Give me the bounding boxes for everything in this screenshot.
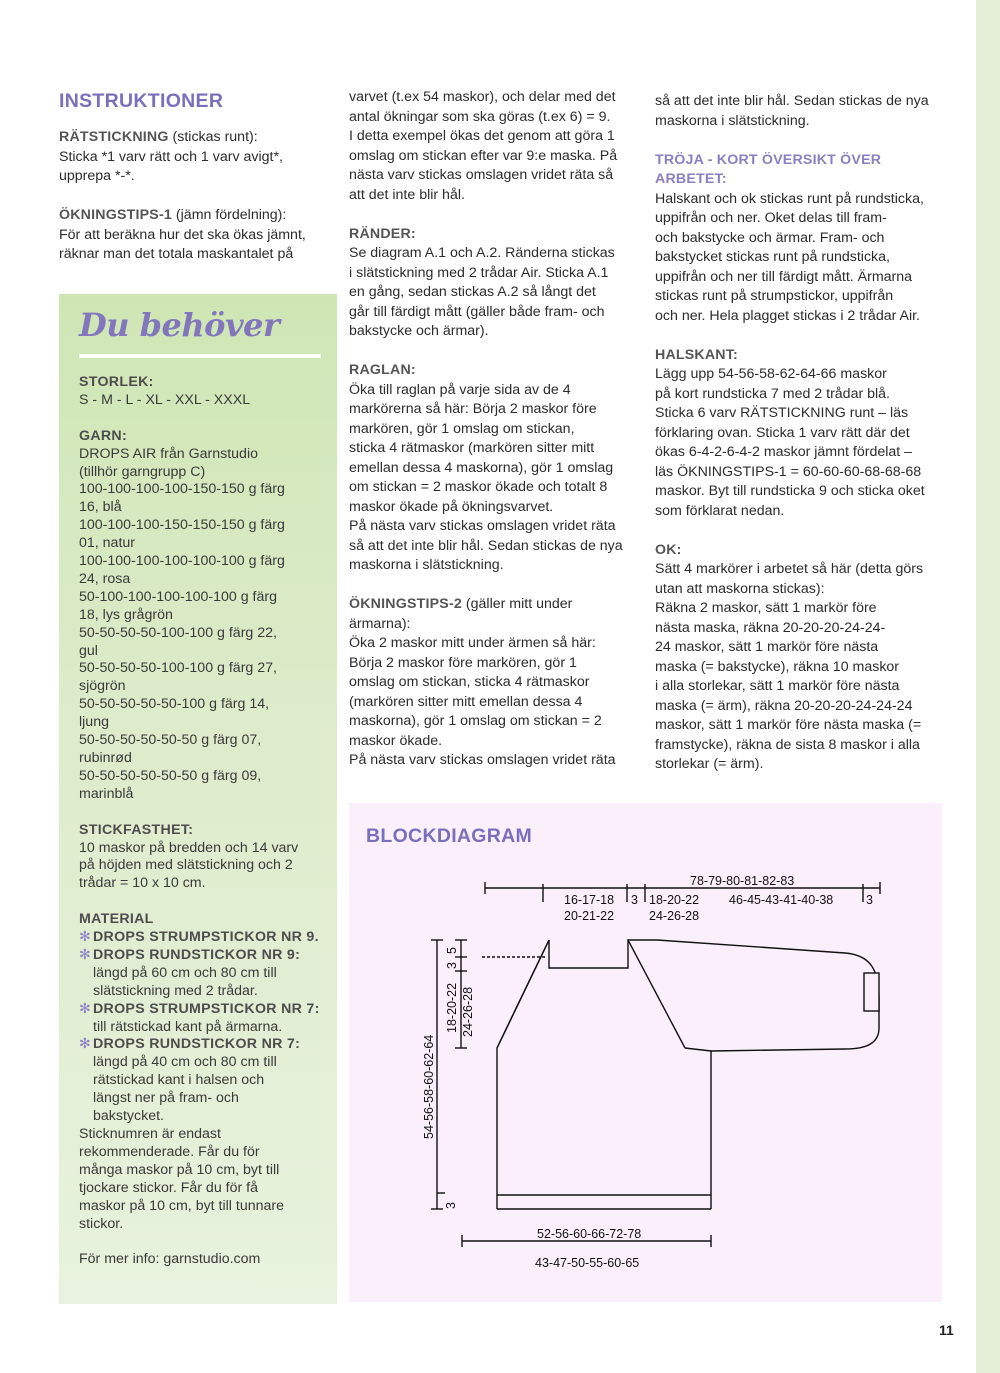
yoke-label-b: 24-26-28 xyxy=(461,986,475,1037)
text-line: Lägg upp 54-56-58-62-64-66 maskor xyxy=(655,366,887,382)
text-line: (markören sitter mitt emellan dessa 4 xyxy=(349,693,583,710)
text-line: uppifrån och ner. Oket delas till fram- xyxy=(655,210,887,226)
text-line: ärmarna): xyxy=(349,615,411,632)
text-line: markören, gör 1 omslag om stickan, xyxy=(349,420,575,437)
garn-line: 100-100-100-100-150-150 g färg xyxy=(79,481,285,498)
text-line: förklaring ovan. Sticka 1 varv rätt där det xyxy=(655,424,910,441)
note-line: tjockare stickor. Får du för få xyxy=(79,1179,258,1196)
text-line: läs ÖKNINGSTIPS-1 = 60-60-60-68-68-68 xyxy=(655,463,922,480)
sleeve-label: 46-45-43-41-40-38 xyxy=(729,893,834,907)
info-link: För mer info: garnstudio.com xyxy=(79,1251,261,1268)
column-1 xyxy=(59,128,329,265)
text-line: att det inte blir hål. xyxy=(349,186,465,203)
stickfasthet-line: trådar = 10 x 10 cm. xyxy=(79,875,206,892)
text-line: antal ökningar som ska göras (t.ex 6) = 9. xyxy=(349,108,611,125)
text-line: i alla storlekar, sätt 1 markör före nästa xyxy=(655,678,900,694)
text-line: så att det inte blir hål. Sedan stickas de nya xyxy=(655,93,929,109)
text-line: Sätt 4 markörer i arbetet så här (detta görs xyxy=(655,561,924,577)
garn-line: 18, lys grågrön xyxy=(79,606,173,623)
garn-line: DROPS AIR från Garnstudio xyxy=(79,445,258,462)
three-right-label: 3 xyxy=(866,893,873,907)
text-line: utan att maskorna stickas): xyxy=(655,580,825,597)
top-total-label: 78-79-80-81-82-83 xyxy=(690,874,795,888)
note-line: många maskor på 10 cm, byt till xyxy=(79,1161,280,1178)
diagram-title: BLOCKDIAGRAM xyxy=(366,825,533,847)
overview-heading: TRÖJA - KORT ÖVERSIKT ÖVER xyxy=(655,151,882,168)
text-line: uppifrån och ner till färdigt mått. Ärmarna xyxy=(655,268,913,285)
text-line: framstycke), räkna de sista 8 maskor i alla xyxy=(655,736,920,753)
yoke-label-a: 18-20-22 xyxy=(445,982,459,1033)
text-line: Räkna 2 maskor, sätt 1 markör före xyxy=(655,600,877,616)
text-line: nästa maska, räkna 20-20-20-24-24- xyxy=(655,619,886,636)
ratstickning-heading: RÄTSTICKNING (stickas runt): xyxy=(59,129,258,145)
text-line: För att beräkna hur det ska ökas jämnt, xyxy=(59,226,306,243)
column-3 xyxy=(655,92,945,775)
note-line: Sticknumren är endast xyxy=(79,1126,221,1143)
garn-line: 50-50-50-50-50-50 g färg 07, xyxy=(79,732,262,749)
garn-line: gul xyxy=(79,642,98,659)
raglan-line xyxy=(497,940,549,1048)
garn-line: 50-50-50-50-50-100 g färg 14, xyxy=(79,696,270,713)
text-line: markörerna så här: Börja 2 maskor före xyxy=(349,401,597,417)
armpit-line xyxy=(685,1048,711,1051)
stickfasthet-heading: STICKFASTHET: xyxy=(79,821,194,838)
note-line: stickor. xyxy=(79,1215,124,1232)
bottom-3-label: 3 xyxy=(444,1202,458,1209)
text-line: maska (= ärm), räkna 20-20-20-24-24-24 xyxy=(655,697,913,714)
you-need-panel xyxy=(59,294,337,1304)
text-line: maskorna i slätstickning. xyxy=(655,112,810,129)
page-number: 11 xyxy=(939,1322,954,1338)
text-line: ökas 6-4-2-6-4-2 maskor jämnt fördelat – xyxy=(655,444,913,460)
material-heading: MATERIAL xyxy=(79,911,154,928)
sizes: S - M - L - XL - XXL - XXXL xyxy=(79,391,251,408)
edge-strip xyxy=(976,0,1000,1373)
material-item: ✻ DROPS STRUMPSTICKOR NR 9. xyxy=(79,929,319,946)
text-line: och bakstycke och ärmar. Fram- och xyxy=(655,229,885,246)
text-line: maskor, sätt 1 markör före nästa maska (= xyxy=(655,717,922,733)
text-line: maskor ökade. xyxy=(349,732,443,749)
text-line: varvet (t.ex 54 maskor), och delar med det xyxy=(349,89,616,105)
neck-label-b: 20-21-22 xyxy=(564,909,615,923)
snowflake-icon: ✻ xyxy=(79,929,91,946)
text-line: sticka 4 rätmaskor (markören sitter mitt xyxy=(349,440,595,456)
okningstips2-heading: ÖKNINGSTIPS-2 (gäller mitt under xyxy=(349,596,573,612)
garn-line: marinblå xyxy=(79,785,134,802)
width-label-a: 52-56-60-66-72-78 xyxy=(537,1227,642,1241)
snowflake-icon: ✻ xyxy=(79,1000,91,1017)
raglan-line xyxy=(628,940,685,1048)
garn-line: 100-100-100-150-150-150 g färg xyxy=(79,517,285,534)
text-line: så att det inte blir hål. Sedan stickas de nya xyxy=(349,537,623,554)
blockdiagram-panel xyxy=(349,803,942,1302)
garn-line: 50-100-100-100-100-100 g färg xyxy=(79,588,277,605)
material-item: ✻ DROPS RUNDSTICKOR NR 7: längd på 40 cm och 80 cm till rätstickad kant i halsen och längst ner på fram- och bakstycket. xyxy=(79,1036,301,1125)
sweater-outline xyxy=(497,940,879,1195)
garn-line: ljung xyxy=(79,714,109,731)
text-line: På nästa varv stickas omslagen vridet räta xyxy=(349,518,616,534)
text-line: Se diagram A.1 och A.2. Ränderna stickas xyxy=(349,245,615,261)
you-need-text xyxy=(79,374,324,1269)
rander-heading: RÄNDER: xyxy=(349,225,416,242)
ok-heading: OK: xyxy=(655,541,682,558)
you-need-title: Du behöver xyxy=(79,306,280,344)
text-line: 24 maskor, sätt 1 markör före nästa xyxy=(655,639,879,655)
overview-heading: ARBETET: xyxy=(655,171,727,187)
material-item: ✻ DROPS STRUMPSTICKOR NR 7: till rätstickad kant på ärmarna. xyxy=(79,1000,320,1035)
garn-line: rubinrød xyxy=(79,750,132,767)
shoulder-label-b: 24-26-28 xyxy=(649,909,700,923)
text-line: omslag om stickan efter var 9:e maska. På xyxy=(349,147,618,164)
garn-line: 50-50-50-50-100-100 g färg 27, xyxy=(79,660,277,677)
text-line: går till färdigt mått (gäller både fram- och xyxy=(349,303,605,320)
text-line: omslag om stickan, sticka 4 rätmaskor xyxy=(349,674,590,690)
garn-line: sjögrön xyxy=(79,678,126,695)
text-line: räknar man det totala maskantalet på xyxy=(59,246,294,262)
garn-line: 16, blå xyxy=(79,499,122,516)
text-line: maskor. Byt till rundsticka 9 och sticka oket xyxy=(655,483,925,499)
raglan-heading: RAGLAN: xyxy=(349,362,416,378)
text-line: Sticka 6 varv RÄTSTICKNING runt – läs xyxy=(655,405,909,421)
text-line: och ner. Hela plagget stickas i 2 trådar Air. xyxy=(655,307,920,324)
text-line: upprepa *-*. xyxy=(59,168,135,184)
column-2 xyxy=(349,88,634,771)
garn-line: (tillhör garngrupp C) xyxy=(79,463,206,480)
garn-line: 01, natur xyxy=(79,535,136,552)
three-label: 3 xyxy=(631,893,638,907)
garn-line: 100-100-100-100-100-100 g färg xyxy=(79,553,285,570)
shoulder-label-a: 18-20-22 xyxy=(649,893,700,907)
okningstips1-heading: ÖKNINGSTIPS-1 (jämn fördelning): xyxy=(59,207,287,223)
text-line: maskorna i slätstickning. xyxy=(349,557,504,573)
stickfasthet-line: på höjden med slätstickning och 2 xyxy=(79,857,293,874)
text-line: nästa varv stickas omslagen vridet räta så xyxy=(349,167,614,183)
note-line: rekommenderade. Får du för xyxy=(79,1143,260,1160)
divider xyxy=(79,354,321,358)
material-item: ✻ DROPS RUNDSTICKOR NR 9: längd på 60 cm och 80 cm till slätstickning med 2 trådar. xyxy=(79,946,301,999)
text-line: maskorna), gör 1 omslag om stickan = 2 xyxy=(349,713,602,729)
text-line: Sticka *1 varv rätt och 1 varv avigt*, xyxy=(59,148,283,165)
snowflake-icon: ✻ xyxy=(79,946,91,963)
garn-line: 50-50-50-50-100-100 g färg 22, xyxy=(79,624,277,641)
garn-heading: GARN: xyxy=(79,427,127,444)
text-line: som förklarat nedan. xyxy=(655,502,785,519)
text-line: emellan dessa 4 maskorna), gör 1 omslag xyxy=(349,459,614,476)
garn-line: 50-50-50-50-50-50 g färg 09, xyxy=(79,767,262,784)
sleeve-cuff xyxy=(864,973,879,1011)
text-line: stickas runt på strumpstickor, uppifrån xyxy=(655,288,894,304)
blockdiagram xyxy=(349,803,942,1302)
text-line: en gång, sedan stickas A.2 så långt det xyxy=(349,284,596,300)
text-line: storlekar (= ärm). xyxy=(655,756,764,772)
snowflake-icon: ✻ xyxy=(79,1036,91,1053)
text-line: maskor ökade på ökningsvarvet. xyxy=(349,498,554,515)
text-line: I detta exempel ökas det genom att göra 1 xyxy=(349,128,615,144)
text-line: i slätstickning med 2 trådar Air. Sticka A.1 xyxy=(349,264,609,281)
neck-3-label: 3 xyxy=(445,962,459,969)
page-title: INSTRUKTIONER xyxy=(59,90,224,112)
text-line: bakstycket stickas runt på rundsticka, xyxy=(655,249,890,265)
text-line: Börja 2 maskor före markören, gör 1 xyxy=(349,654,577,671)
halskant-heading: HALSKANT: xyxy=(655,346,738,363)
neck-5-label: 5 xyxy=(445,947,459,954)
text-line: På nästa varv stickas omslagen vridet räta xyxy=(349,752,616,768)
stickfasthet-line: 10 maskor på bredden och 14 varv xyxy=(79,839,299,856)
text-line: bakstycke och ärmar). xyxy=(349,323,489,339)
text-line: Öka 2 maskor mitt under ärmen så här: xyxy=(349,635,596,651)
text-line: om stickan = 2 maskor ökade och totalt 8 xyxy=(349,479,608,495)
body-length-label: 54-56-58-60-62-64 xyxy=(422,1034,436,1139)
neck-label-a: 16-17-18 xyxy=(564,893,615,907)
text-line: på kort rundsticka 7 med 2 trådar blå. xyxy=(655,385,891,402)
text-line: Halskant och ok stickas runt på rundsticka, xyxy=(655,190,924,207)
text-line: maska (= bakstycke), räkna 10 maskor xyxy=(655,658,900,675)
garn-line: 24, rosa xyxy=(79,570,131,587)
text-line: Öka till raglan på varje sida av de 4 xyxy=(349,381,571,398)
storlek-heading: STORLEK: xyxy=(79,374,154,390)
width-label-b: 43-47-50-55-60-65 xyxy=(535,1256,640,1270)
note-line: maskor på 10 cm, byt till tunnare xyxy=(79,1197,285,1214)
